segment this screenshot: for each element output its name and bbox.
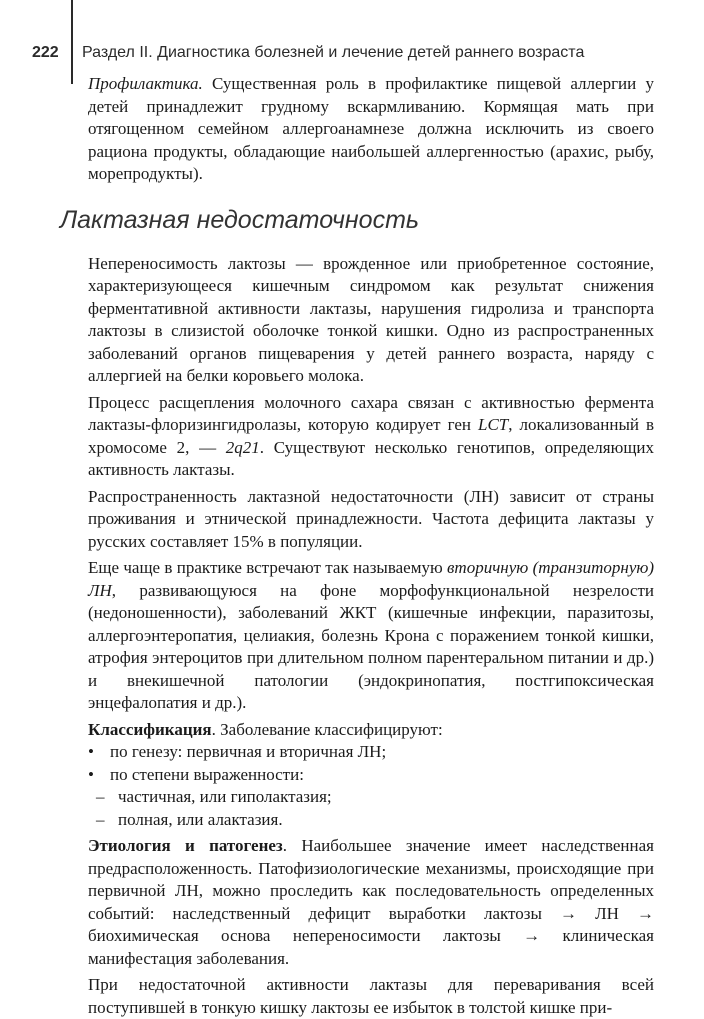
list-item (88, 809, 654, 832)
list-item-text: частичная, или гиполактазия; (118, 787, 332, 806)
list-item-text: по степени выраженности: (110, 764, 304, 784)
prophylaxis-label: Профилактика. (88, 74, 203, 93)
gene-locus: 2q21 (225, 437, 260, 457)
classification-list (88, 741, 654, 831)
classification-label: Классификация (88, 719, 212, 739)
paragraph-secondary (88, 557, 654, 715)
secondary-term: вторичную (транзиторную) ЛН (88, 558, 655, 600)
bullet-mark: • (88, 742, 94, 761)
gene-name: LCT (478, 415, 509, 434)
section-title: Лактазная недостаточность (60, 205, 420, 234)
running-title: Раздел II. Диагностика болезней и лечение детей раннего возраста (82, 44, 585, 61)
page-body (60, 73, 655, 1019)
paragraph-enzyme (88, 392, 654, 482)
prophylaxis-text: Существенная роль в профилактике пищевой аллергии у детей принадлежит грудному вскармливанию. Кормящая мать при отягощенном семейном аллергоанамнезе должна исключить из своего рациона продукты, обладающие наибольшей аллергенностью (арахис, рыбу, морепродукты). (88, 74, 654, 183)
list-item (88, 741, 654, 764)
paragraph-enzyme-text-a: Процесс расщепления молочного сахара связан с активностью фермента лактазы-флоризингидролазы, которую кодирует ген (88, 392, 654, 434)
paragraph-enzyme-text-b: , локализованный в хромосоме 2, — (88, 415, 655, 457)
etiology-text: . Наибольшее значение имеет наследственная предрасположенность. Патофизиологические механизмы, происходящие при первичной ЛН, можно проследить как последовательность определенных событий: наследственный дефицит выработки лактозы → ЛН → биохимическая основа непереносимости лактозы → клиническая манифестация заболевания. (88, 836, 654, 968)
paragraph-secondary-text-b: , развивающуюся на фоне морфофункциональной незрелости (недоношенности), заболеваний ЖКТ (кишечные инфекции, паразитозы, аллергоэнтеропатия, целиакия, болезнь Крона с поражением тонкой кишки, атрофия энтероцитов при длительном полном парентеральном питании и др.) и внекишечной патологии (эндокринопатия, постгипоксическая энцефалопатия и др.). (88, 580, 654, 712)
list-item-text: по генезу: первичная и вторичная ЛН; (110, 742, 387, 761)
page-number: 222 (32, 44, 59, 61)
list-item-text: полная, или алактазия. (118, 809, 283, 829)
list-item (88, 786, 654, 809)
paragraph-enzyme-text-c: . Существуют несколько генотипов, определяющих активность лактазы. (88, 437, 655, 479)
paragraph-prevalence: Распространенность лактазной недостаточности (ЛН) зависит от страны проживания и этнической принадлежности. Частота дефицита лактазы у русских составляет 15% в популяции. (88, 486, 654, 551)
header-rule (71, 0, 73, 84)
paragraph-definition: Непереносимость лактозы — врожденное или приобретенное состояние, характеризующееся кишечным синдромом как результат снижения ферментативной активности лактазы, нарушения гидролиза и транспорта лактозы в слизистой оболочке тонкой кишки. Одно из распространенных заболеваний органов пищеварения у детей раннего возраста, наряду с аллергией на белки коровьего молока. (88, 253, 654, 385)
bullet-mark: • (88, 764, 94, 784)
etiology-paragraph (88, 835, 654, 970)
etiology-label: Этиология и патогенез (88, 836, 283, 855)
dash-mark: – (96, 809, 105, 829)
classification-paragraph (88, 719, 654, 742)
paragraph-last: При недостаточной активности лактазы для переваривания всей поступившей в тонкую кишку лактозы ее избыток в толстой кишке при- (88, 975, 654, 1017)
prophylaxis-paragraph (88, 73, 654, 186)
paragraph-secondary-text-a: Еще чаще в практике встречают так называемую (88, 558, 448, 577)
list-item (88, 764, 654, 787)
dash-mark: – (96, 787, 105, 806)
classification-text: . Заболевание классифицируют: (211, 719, 443, 739)
